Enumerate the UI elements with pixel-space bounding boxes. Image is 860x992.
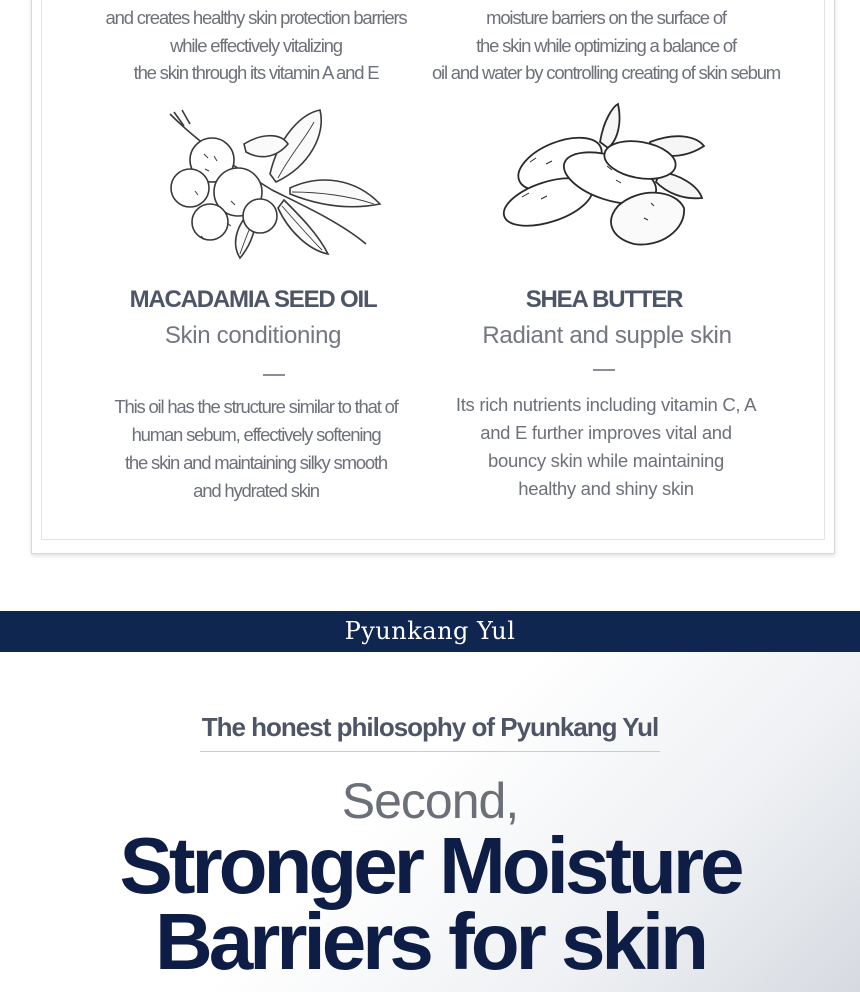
description-line: Its rich nutrients including vitamin C, A (455, 394, 757, 415)
brand-name: Pyunkang Yul (344, 617, 516, 645)
philosophy-hero (0, 652, 860, 992)
ingredient-divider-dash (263, 374, 285, 376)
headline-line: Stronger Moisture (119, 821, 741, 910)
ingredient-title: SHEA BUTTER (525, 286, 683, 313)
description-line: the skin while optimizing a balance of (476, 34, 736, 56)
ingredient-description (406, 391, 806, 503)
description-line: moisture barriers on the surface of (486, 7, 726, 28)
description-line: the skin through its vitamin A and E (133, 62, 379, 83)
description-line: This oil has the structure similar to that of (114, 396, 398, 417)
philosophy-headline (0, 821, 860, 986)
description-line: the skin and maintaining silky smooth (124, 452, 388, 473)
ingredient-subtitle: Skin conditioning (164, 322, 342, 349)
philosophy-subtitle: The honest philosophy of Pyunkang Yul (200, 712, 661, 752)
ingredient-divider-dash (593, 369, 615, 371)
brand-bar (0, 611, 860, 652)
description-line: oil and water by controlling creating of skin sebum (431, 62, 781, 83)
headline-line: Barriers for skin (154, 897, 706, 986)
macadamia-branch-icon (160, 104, 384, 262)
description-line: and creates healthy skin protection barriers (105, 7, 407, 28)
description-line: bouncy skin while maintaining (487, 450, 725, 471)
philosophy-subtitle-wrap (0, 712, 860, 752)
shea-nuts-icon (500, 102, 706, 250)
description-line: and hydrated skin (193, 480, 319, 501)
description-line: and E further improves vital and (480, 422, 732, 443)
description-line: healthy and shiny skin (518, 478, 694, 499)
ingredient-description (56, 393, 456, 505)
description-line: human sebum, effectively softening (131, 424, 381, 445)
previous-ingredient-description-right (396, 4, 816, 87)
description-line: while effectively vitalizing (170, 34, 342, 56)
philosophy-kicker: Second, (341, 773, 519, 829)
ingredient-title: MACADAMIA SEED OIL (129, 286, 377, 313)
ingredient-subtitle: Radiant and supple skin (482, 322, 732, 349)
